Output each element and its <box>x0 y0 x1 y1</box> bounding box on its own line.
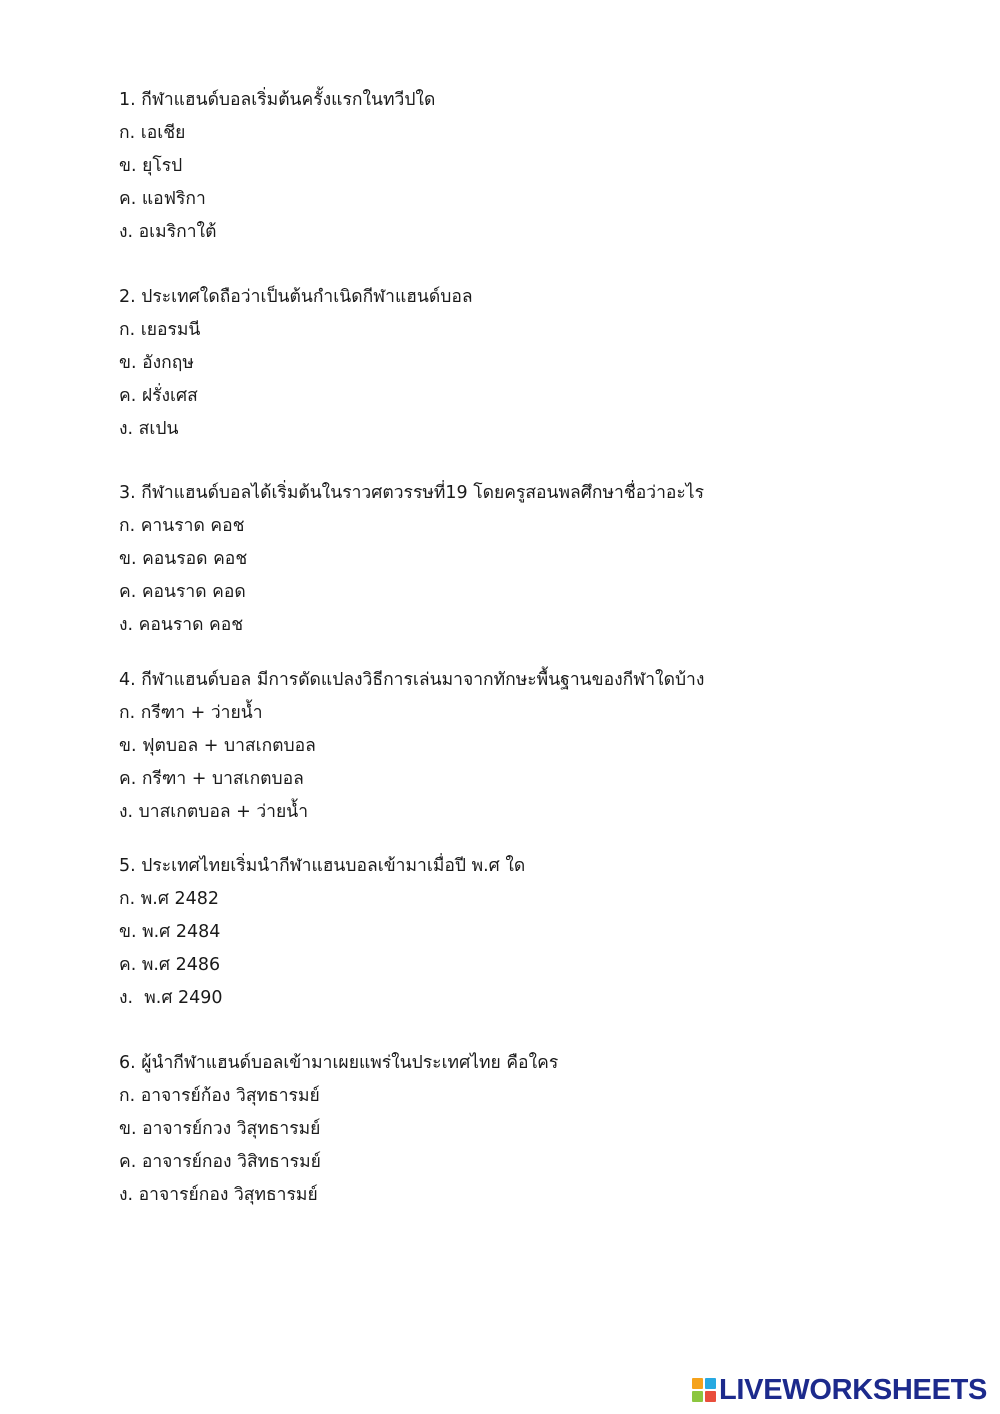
question-4-text: 4. กีฬาแฮนด์บอล มีการดัดแปลงวิธีการเล่นมาจากทักษะพื้นฐานของกีฬาใดบ้าง <box>119 670 705 690</box>
question-5-option-a[interactable]: ก. พ.ศ 2482 <box>119 889 220 909</box>
logo-square-icon <box>692 1391 703 1402</box>
question-4-option-a[interactable]: ก. กรีฑา + ว่ายน้ำ <box>119 703 263 723</box>
logo-square-icon <box>705 1378 716 1389</box>
question-5-option-c[interactable]: ค. พ.ศ 2486 <box>119 955 221 975</box>
question-6-option-c[interactable]: ค. อาจารย์กอง วิสิทธารมย์ <box>119 1152 321 1172</box>
question-1-option-d[interactable]: ง. อเมริกาใต้ <box>119 222 217 242</box>
logo-square-icon <box>692 1378 703 1389</box>
question-3-text: 3. กีฬาแฮนด์บอลได้เริ่มต้นในราวศตวรรษที่19 โดยครูสอนพลศึกษาชื่อว่าอะไร <box>119 483 705 503</box>
question-1-option-c[interactable]: ค. แอฟริกา <box>119 189 206 209</box>
question-3-option-c[interactable]: ค. คอนราด คอด <box>119 582 246 602</box>
question-1-option-b[interactable]: ข. ยุโรป <box>119 156 183 176</box>
brand-name: LIVEWORKSHEETS <box>719 1374 988 1406</box>
question-1 <box>119 84 899 249</box>
question-3-option-a[interactable]: ก. คานราด คอช <box>119 516 245 536</box>
question-6 <box>119 1047 899 1212</box>
question-1-text: 1. กีฬาแฮนด์บอลเริ่มต้นครั้งแรกในทวีปใด <box>119 90 436 110</box>
question-6-option-d[interactable]: ง. อาจารย์กอง วิสุทธารมย์ <box>119 1185 318 1205</box>
question-2-option-d[interactable]: ง. สเปน <box>119 419 179 439</box>
question-3 <box>119 477 899 642</box>
question-4-option-c[interactable]: ค. กรีฑา + บาสเกตบอล <box>119 769 304 789</box>
question-2-option-a[interactable]: ก. เยอรมนี <box>119 320 201 340</box>
question-6-option-a[interactable]: ก. อาจารย์ก้อง วิสุทธารมย์ <box>119 1086 320 1106</box>
question-1-option-a[interactable]: ก. เอเชีย <box>119 123 186 143</box>
liveworksheets-logo-icon <box>692 1378 716 1402</box>
question-5 <box>119 850 899 1015</box>
question-5-option-b[interactable]: ข. พ.ศ 2484 <box>119 922 221 942</box>
question-6-text: 6. ผู้นำกีฬาแฮนด์บอลเข้ามาเผยแพร่ในประเทศไทย คือใคร <box>119 1053 559 1073</box>
question-6-option-b[interactable]: ข. อาจารย์กวง วิสุทธารมย์ <box>119 1119 321 1139</box>
question-5-option-d[interactable]: ง. พ.ศ 2490 <box>119 988 223 1008</box>
question-4 <box>119 664 899 829</box>
question-2-option-c[interactable]: ค. ฝรั่งเศส <box>119 386 198 406</box>
question-3-option-b[interactable]: ข. คอนรอด คอช <box>119 549 248 569</box>
liveworksheets-brand[interactable] <box>692 1374 987 1406</box>
question-4-option-d[interactable]: ง. บาสเกตบอล + ว่ายน้ำ <box>119 802 309 822</box>
question-5-text: 5. ประเทศไทยเริ่มนำกีฬาแฮนบอลเข้ามาเมื่อปี พ.ศ ใด <box>119 856 526 876</box>
question-3-option-d[interactable]: ง. คอนราด คอช <box>119 615 244 635</box>
question-2 <box>119 281 899 446</box>
question-4-option-b[interactable]: ข. ฟุตบอล + บาสเกตบอล <box>119 736 316 756</box>
question-2-option-b[interactable]: ข. อังกฤษ <box>119 353 194 373</box>
question-2-text: 2. ประเทศใดถือว่าเป็นต้นกำเนิดกีฬาแฮนด์บอล <box>119 287 473 307</box>
logo-square-icon <box>705 1391 716 1402</box>
